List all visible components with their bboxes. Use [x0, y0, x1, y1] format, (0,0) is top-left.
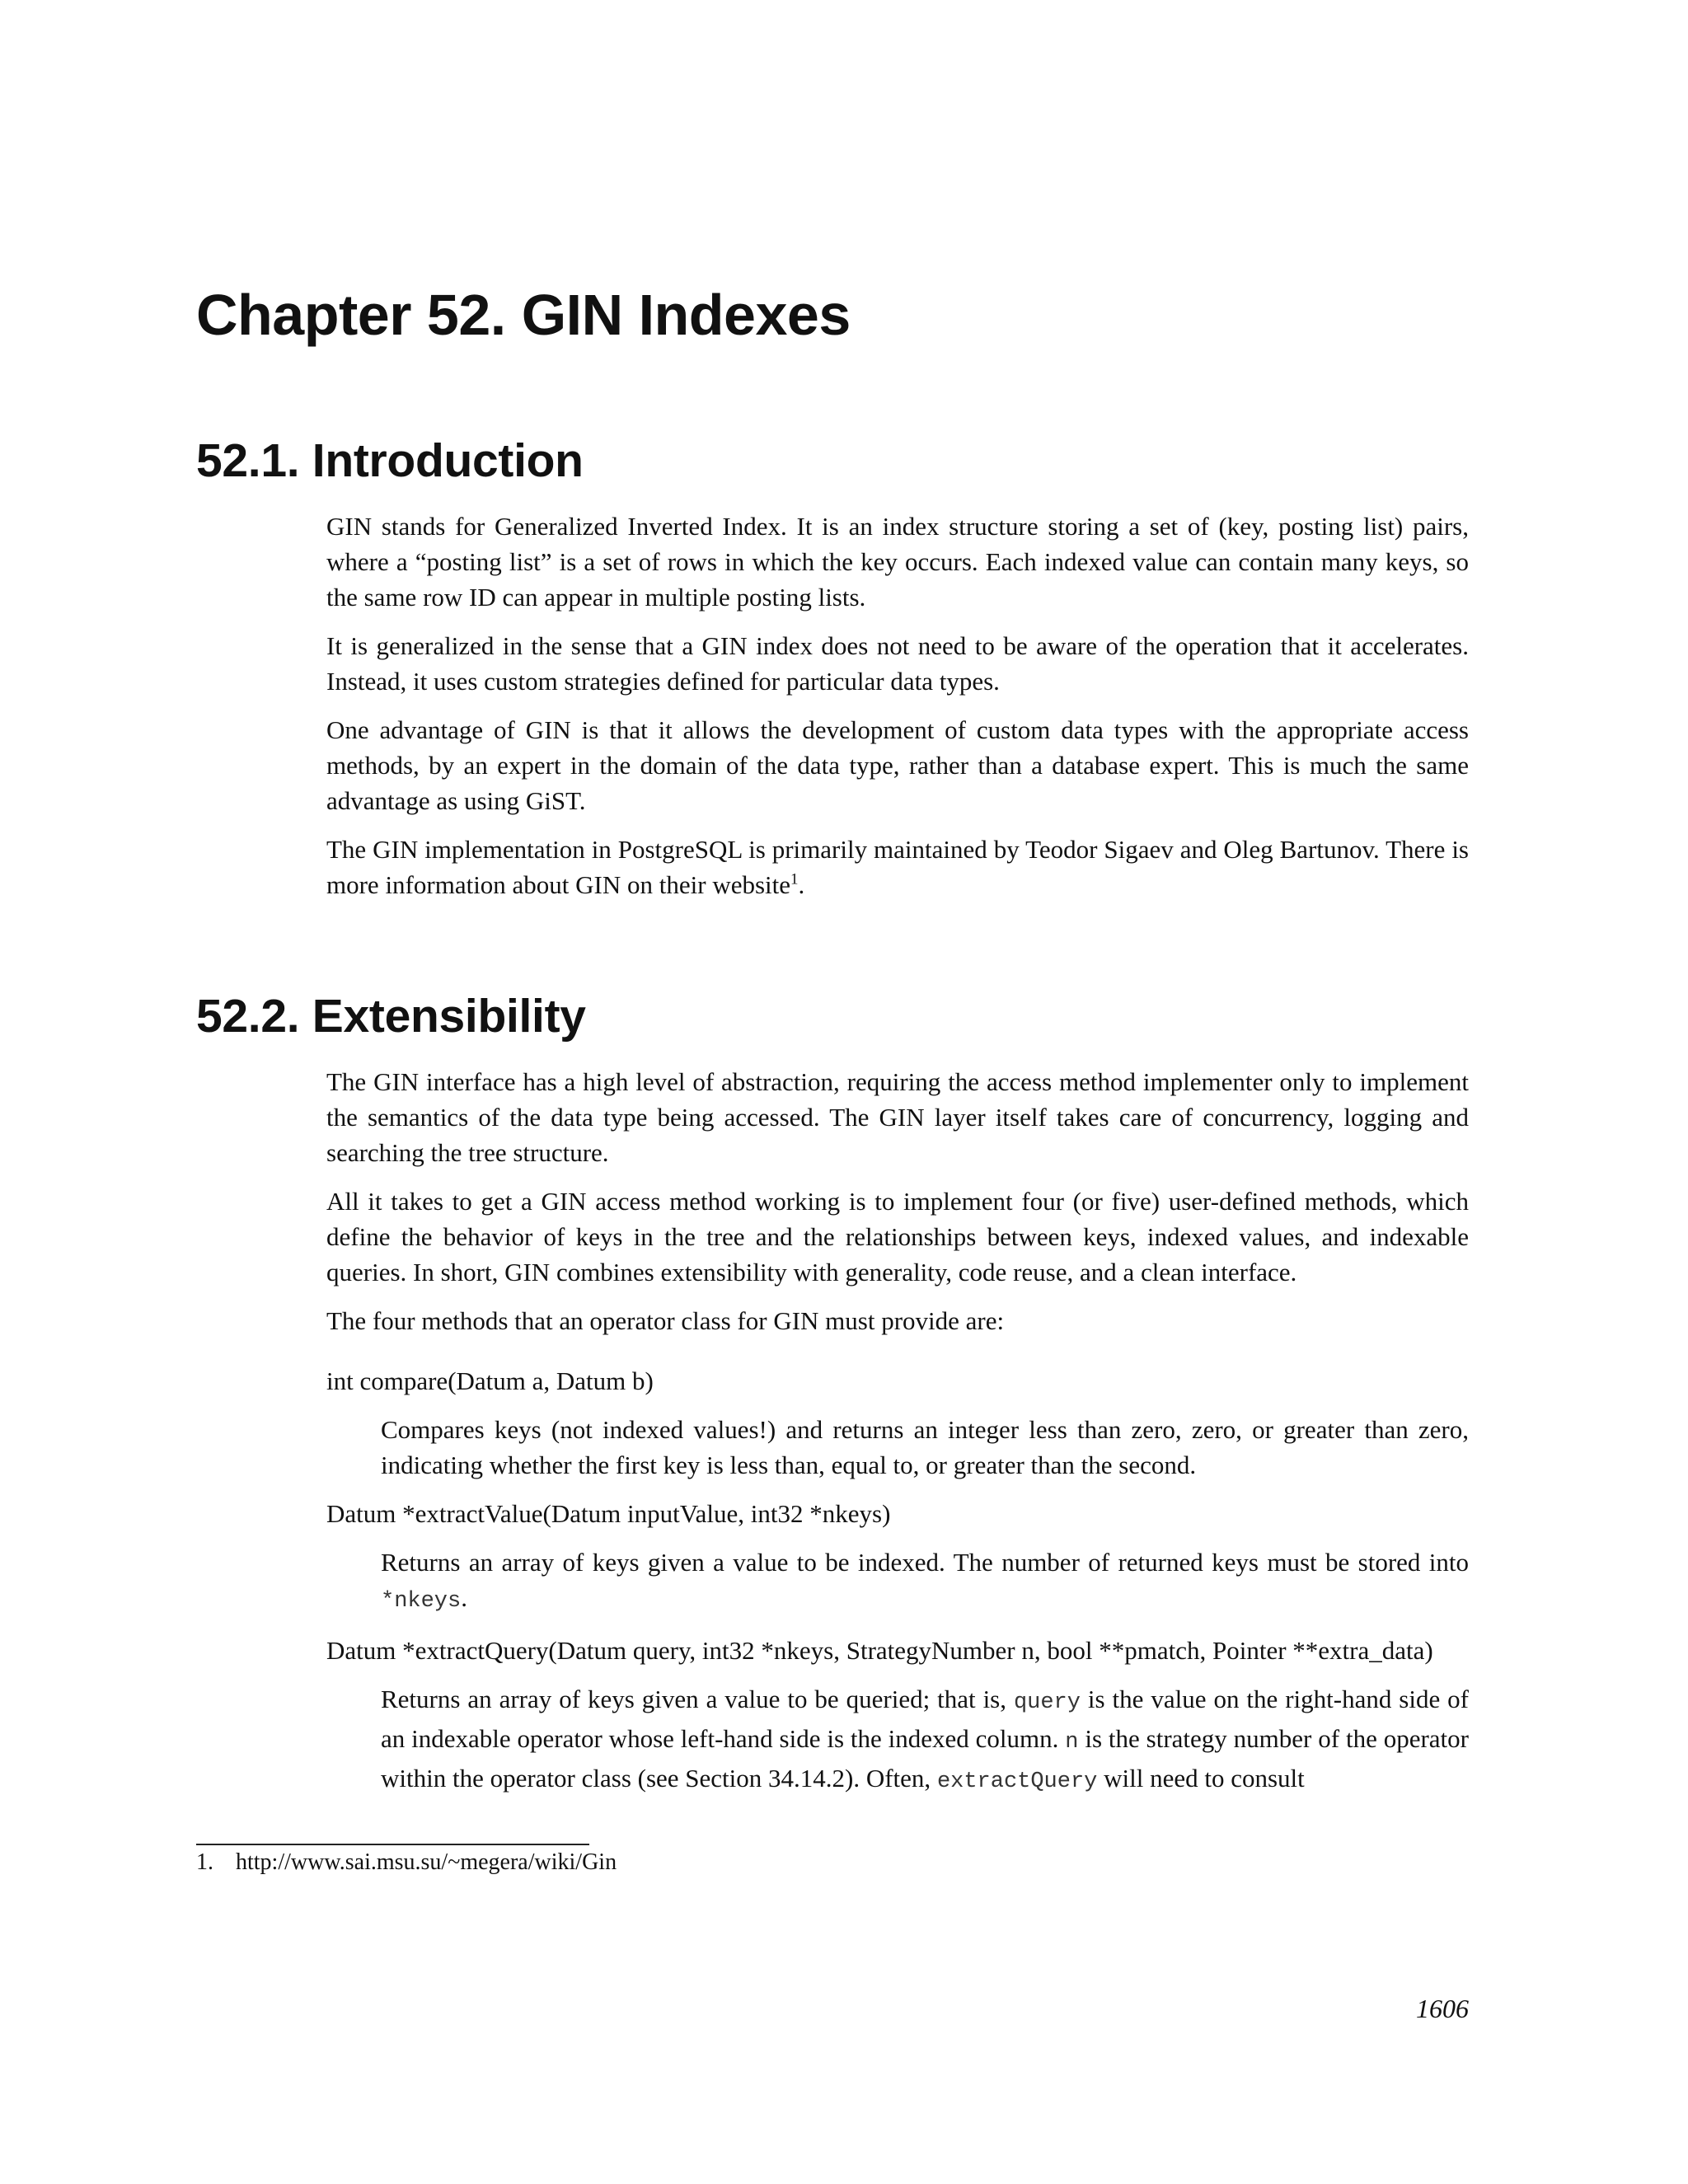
- code-literal: n: [1065, 1730, 1079, 1755]
- description-text: is the value on the right-hand side of an indexable operator whose left-hand side is the indexed column.: [381, 1685, 1469, 1753]
- method-description-extractquery: [381, 1681, 1469, 1800]
- paragraph: One advantage of GIN is that it allows the development of custom data types with the appropriate access methods, by an expert in the domain of the data type, rather than a database expert. This is much the same advantage as using GiST.: [326, 715, 1469, 815]
- method-list: [326, 1363, 1469, 1800]
- paragraph: The GIN implementation in PostgreSQL is primarily maintained by Teodor Sigaev and Oleg Bartunov. There is more information about GIN on their website$^1$.: [326, 835, 1469, 899]
- paragraph: It is generalized in the sense that a GIN index does not need to be aware of the operation that it accelerates. Instead, it uses custom strategies defined for particular data types.: [326, 631, 1469, 696]
- description-text: Returns an array of keys given a value to be queried; that is,: [381, 1685, 1014, 1713]
- chapter-title: Chapter 52. GIN Indexes: [196, 283, 851, 347]
- code-literal: extractQuery: [936, 1769, 1098, 1794]
- section-body-introduction: [326, 509, 1469, 916]
- method-signature-extractquery: Datum *extractQuery(Datum query, int32 *nkeys, StrategyNumber n, bool **pmatch, Pointer **extra_data): [326, 1636, 1433, 1665]
- method-description-extractvalue: [381, 1544, 1469, 1619]
- section-title-introduction: 52.1. Introduction: [196, 434, 584, 487]
- footnote-number: 1.: [196, 1849, 213, 1875]
- section-body-extensibility: [326, 1064, 1469, 1813]
- footnote-divider: [196, 1844, 589, 1845]
- paragraph: All it takes to get a GIN access method working is to implement four (or five) user-defined methods, which define the behavior of keys in the tree and the relationships between keys, indexed values, and indexable queries. In short, GIN combines extensibility with generality, code reuse, and a clean interface.: [326, 1187, 1469, 1286]
- method-signature-extractvalue: Datum *extractValue(Datum inputValue, int32 *nkeys): [326, 1499, 891, 1528]
- method-description-compare: Compares keys (not indexed values!) and returns an integer less than zero, zero, or greater than zero, indicating whether the first key is less than, equal to, or greater than the second.: [381, 1415, 1469, 1479]
- paragraph: The GIN interface has a high level of abstraction, requiring the access method implementer only to implement the semantics of the data type being accessed. The GIN layer itself takes care of concurrency, logging and searching the tree structure.: [326, 1067, 1469, 1167]
- paragraph-text: The GIN implementation in PostgreSQL is primarily maintained by Teodor Sigaev and Oleg Bartunov. There is more information about GIN on their website: [326, 835, 1469, 899]
- method-signature-compare: int compare(Datum a, Datum b): [326, 1366, 654, 1395]
- code-literal: *nkeys: [381, 1589, 462, 1614]
- code-literal: query: [1013, 1690, 1081, 1715]
- description-text: .: [461, 1583, 467, 1612]
- footnote: [196, 1847, 617, 1878]
- paragraph: GIN stands for Generalized Inverted Index. It is an index structure storing a set of (key, posting list) pairs, where a “posting list” is a set of rows in which the key occurs. Each indexed value can contain many keys, so the same row ID can appear in multiple posting lists.: [326, 512, 1469, 612]
- page-number: 1606: [1416, 1994, 1469, 2023]
- description-text: is the strategy number of the operator within the operator class (see Section 34.14.2). Often,: [381, 1724, 1469, 1793]
- footnote-url[interactable]: http://www.sai.msu.su/~megera/wiki/Gin: [236, 1849, 617, 1875]
- paragraph: The four methods that an operator class for GIN must provide are:: [326, 1306, 1005, 1335]
- description-text: Returns an array of keys given a value to be indexed. The number of returned keys must be stored into: [381, 1548, 1469, 1577]
- section-title-extensibility: 52.2. Extensibility: [196, 990, 586, 1043]
- description-text: will need to consult: [1097, 1764, 1305, 1793]
- footnote-reference[interactable]: 1: [790, 870, 799, 888]
